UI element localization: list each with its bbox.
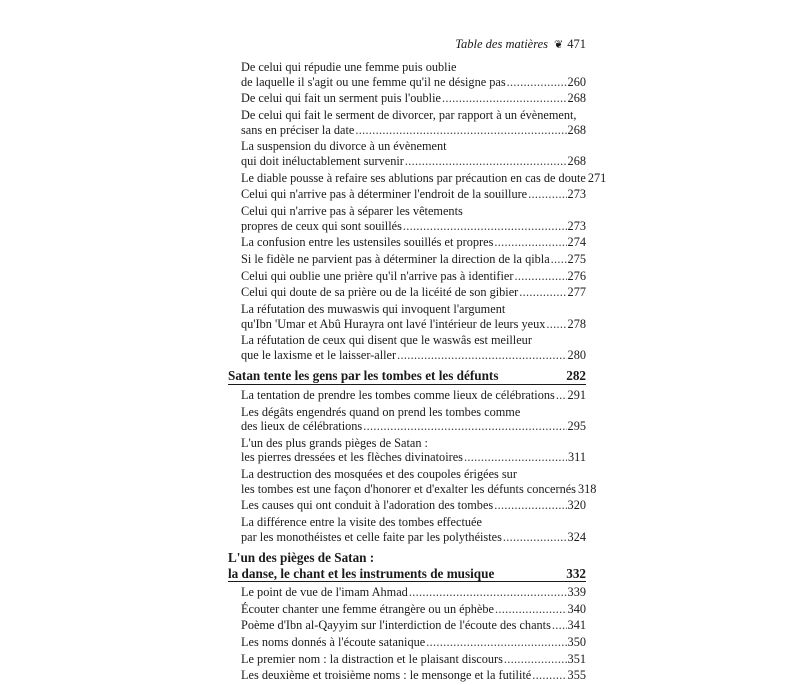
- toc-entry-text: Poème d'Ibn al-Qayyim sur l'interdiction de l'écoute des chants: [241, 618, 551, 633]
- toc-entry-page: 324: [567, 529, 586, 544]
- toc-entry-page: 318: [577, 481, 597, 496]
- toc-entry-page: 278: [567, 316, 586, 331]
- dot-leader: [409, 585, 567, 600]
- toc-entry-line: Les dégâts engendrés quand on prend les tombes comme: [241, 404, 521, 419]
- toc-entry-page: 295: [567, 419, 586, 434]
- toc-entry-line: [241, 498, 586, 513]
- toc-entry: [228, 333, 586, 362]
- toc-entry-page: 277: [567, 285, 586, 300]
- toc-entry-page: 320: [567, 498, 586, 513]
- running-head: [228, 36, 586, 53]
- toc-entry-line: [241, 91, 586, 106]
- dot-leader: [514, 269, 566, 284]
- toc-entry-line: [241, 219, 586, 234]
- toc-entry-page: 351: [567, 651, 586, 666]
- toc-entry-text: sans en préciser la date: [241, 122, 355, 137]
- toc-entry-text: Le premier nom : la distraction et le plaisant discours: [241, 651, 503, 666]
- dot-leader: [528, 187, 566, 202]
- dot-leader: [363, 419, 566, 434]
- toc-entry-page: 311: [568, 450, 586, 465]
- section-heading-line: [228, 566, 586, 582]
- dot-leader: [556, 388, 567, 403]
- section-page-number: 282: [562, 368, 586, 384]
- dot-leader: [426, 635, 566, 650]
- toc-entry: [228, 60, 586, 89]
- toc-entry-page: 355: [567, 668, 586, 683]
- toc-entry-text: qui doit inéluctablement survenir: [241, 153, 404, 168]
- toc-entry: [228, 652, 586, 667]
- toc-entry: [228, 498, 586, 513]
- dot-leader: [494, 235, 566, 250]
- toc-entry-text: qu'Ibn 'Umar et Abû Hurayra ont lavé l'intérieur de leurs yeux: [241, 316, 546, 331]
- toc-entry: [228, 436, 586, 465]
- toc-entry-page: 276: [567, 268, 586, 283]
- toc-entry-line: [241, 530, 586, 545]
- toc-entry-page: 268: [567, 91, 586, 106]
- toc-entry-line: [241, 154, 586, 169]
- toc-entry-line: [241, 75, 586, 90]
- section-heading: [228, 368, 586, 384]
- toc-entry-line: [241, 585, 586, 600]
- toc-entry-text: propres de ceux qui sont souillés: [241, 218, 402, 233]
- dot-leader: [495, 602, 567, 617]
- toc-entry-text: Celui qui n'arrive pas à déterminer l'endroit de la souillure: [241, 187, 528, 202]
- dot-leader: [532, 668, 566, 683]
- toc-entry: [228, 252, 586, 267]
- dot-leader: [397, 348, 566, 363]
- toc-entry-text: de laquelle il s'agit ou une femme qu'il ne désigne pas: [241, 74, 506, 89]
- toc-entry: [228, 405, 586, 434]
- toc-entry-page: 274: [567, 235, 586, 250]
- toc-entry: [228, 388, 586, 403]
- toc-entry: [228, 602, 586, 617]
- toc-entry-page: 271: [587, 170, 607, 185]
- toc-entry-text: Le diable pousse à refaire ses ablutions par précaution en cas de doute: [241, 170, 586, 185]
- toc-entry-text: Les deuxième et troisième noms : le mensonge et la futilité: [241, 668, 532, 683]
- fleuron-icon: ❦: [554, 39, 564, 51]
- toc-entry-page: 291: [567, 387, 586, 402]
- toc-entry-line: [241, 602, 586, 617]
- dot-leader: [464, 450, 567, 465]
- toc-entry-page: 280: [567, 347, 586, 362]
- toc-entry-page: 273: [567, 187, 586, 202]
- dot-leader: [546, 317, 566, 332]
- toc-entry-line: [241, 187, 586, 202]
- toc-entry-page: 268: [567, 153, 586, 168]
- toc-entry: [228, 187, 586, 202]
- toc-entry-line: [241, 285, 586, 300]
- toc-entry: [228, 618, 586, 633]
- toc-entry-text: Celui qui oublie une prière qu'il n'arrive pas à identifier: [241, 268, 514, 283]
- toc-entry-line: [241, 388, 586, 403]
- toc-entry-text: Écouter chanter une femme étrangère ou un éphèbe: [241, 601, 494, 616]
- toc-entry-line: [241, 317, 586, 332]
- toc-entry-text: des lieux de célébrations: [241, 419, 363, 434]
- section-heading: [228, 550, 586, 582]
- table-of-contents: [228, 60, 607, 685]
- section-heading-line: L'un des pièges de Satan :: [228, 550, 375, 566]
- toc-entry-line: De celui qui répudie une femme puis oublie: [241, 60, 457, 74]
- toc-entry-page: 273: [567, 218, 586, 233]
- toc-entry-page: 260: [567, 74, 586, 89]
- toc-entry-line: La destruction des mosquées et des coupoles érigées sur: [241, 467, 517, 482]
- toc-entry-text: De celui qui fait un serment puis l'oublie: [241, 91, 441, 106]
- toc-entry-line: L'un des plus grands pièges de Satan :: [241, 435, 428, 450]
- toc-entry-text: par les monothéistes et celle faite par les polythéistes: [241, 529, 502, 544]
- toc-entry-text: les pierres dressées et les flèches divinatoires: [241, 450, 463, 465]
- toc-entry-page: 341: [567, 618, 586, 633]
- dot-leader: [442, 91, 567, 106]
- toc-entry-line: La réfutation des muwaswis qui invoquent l'argument: [241, 301, 506, 316]
- dot-leader: [355, 123, 566, 138]
- running-head-title: Table des matières: [455, 37, 549, 51]
- toc-entry-line: La réfutation de ceux qui disent que le waswâs est meilleur: [241, 333, 532, 348]
- toc-entry-line: [241, 668, 586, 683]
- toc-entry: [228, 204, 586, 233]
- dot-leader: [503, 530, 567, 545]
- toc-entry: [228, 108, 586, 137]
- toc-entry: [228, 668, 586, 683]
- toc-entry-line: [241, 252, 586, 267]
- page-number: 471: [567, 37, 586, 51]
- toc-entry: [228, 91, 586, 106]
- toc-entry-text: les tombes est une façon d'honorer et d'exalter les défunts concernés: [241, 481, 576, 496]
- toc-entry-line: [241, 618, 586, 633]
- toc-entry: [228, 139, 586, 168]
- dot-leader: [405, 154, 567, 169]
- toc-entry: [228, 635, 586, 650]
- dot-leader: [403, 219, 567, 234]
- toc-entry-line: [241, 170, 607, 186]
- dot-leader: [552, 618, 567, 633]
- toc-entry-line: La suspension du divorce à un évènement: [241, 139, 447, 154]
- dot-leader: [494, 498, 566, 513]
- toc-entry-text: que le laxisme et le laisser-aller: [241, 347, 397, 362]
- toc-entry-line: [241, 235, 586, 250]
- section-title: Satan tente les gens par les tombes et les défunts: [228, 368, 562, 384]
- dot-leader: [507, 75, 567, 90]
- toc-entry-text: Les noms donnés à l'écoute satanique: [241, 635, 426, 650]
- toc-entry: [228, 302, 586, 331]
- toc-entry-page: 350: [567, 635, 586, 650]
- toc-entry-line: [241, 450, 586, 465]
- toc-entry-line: [241, 123, 586, 138]
- toc-entry-text: Les causes qui ont conduit à l'adoration des tombes: [241, 498, 494, 513]
- toc-entry: [228, 585, 586, 600]
- toc-entry-text: La confusion entre les ustensiles souillés et propres: [241, 235, 494, 250]
- toc-entry: [228, 269, 586, 284]
- toc-entry-line: [241, 348, 586, 363]
- toc-entry-text: Celui qui doute de sa prière ou de la licéité de son gibier: [241, 285, 519, 300]
- section-heading-line: [228, 368, 586, 384]
- toc-entry-page: 340: [567, 601, 586, 616]
- toc-entry-page: 268: [567, 122, 586, 137]
- toc-entry-page: 275: [567, 251, 586, 266]
- toc-entry-line: De celui qui fait le serment de divorcer, par rapport à un évènement,: [241, 107, 577, 122]
- section-title: la danse, le chant et les instruments de musique: [228, 566, 562, 582]
- toc-entry-text: Le point de vue de l'imam Ahmad: [241, 585, 408, 600]
- toc-entry: [228, 170, 607, 186]
- toc-entry-line: [241, 635, 586, 650]
- toc-entry-text: La tentation de prendre les tombes comme lieux de célébrations: [241, 387, 555, 402]
- toc-entry-line: [241, 419, 586, 434]
- dot-leader: [519, 285, 566, 300]
- toc-entry: [228, 515, 586, 544]
- toc-entry-line: [241, 481, 597, 497]
- toc-entry: [228, 235, 586, 250]
- toc-entry-line: Celui qui n'arrive pas à séparer les vêtements: [241, 203, 463, 218]
- section-page-number: 332: [562, 566, 586, 582]
- toc-entry: [228, 467, 597, 496]
- toc-entry-line: La différence entre la visite des tombes effectuée: [241, 515, 482, 530]
- toc-entry-line: [241, 269, 586, 284]
- toc-entry-text: Si le fidèle ne parvient pas à déterminer la direction de la qibla: [241, 251, 550, 266]
- dot-leader: [504, 652, 567, 667]
- toc-entry-line: [241, 652, 586, 667]
- toc-entry-page: 339: [567, 585, 586, 600]
- toc-entry: [228, 285, 586, 300]
- dot-leader: [551, 252, 567, 267]
